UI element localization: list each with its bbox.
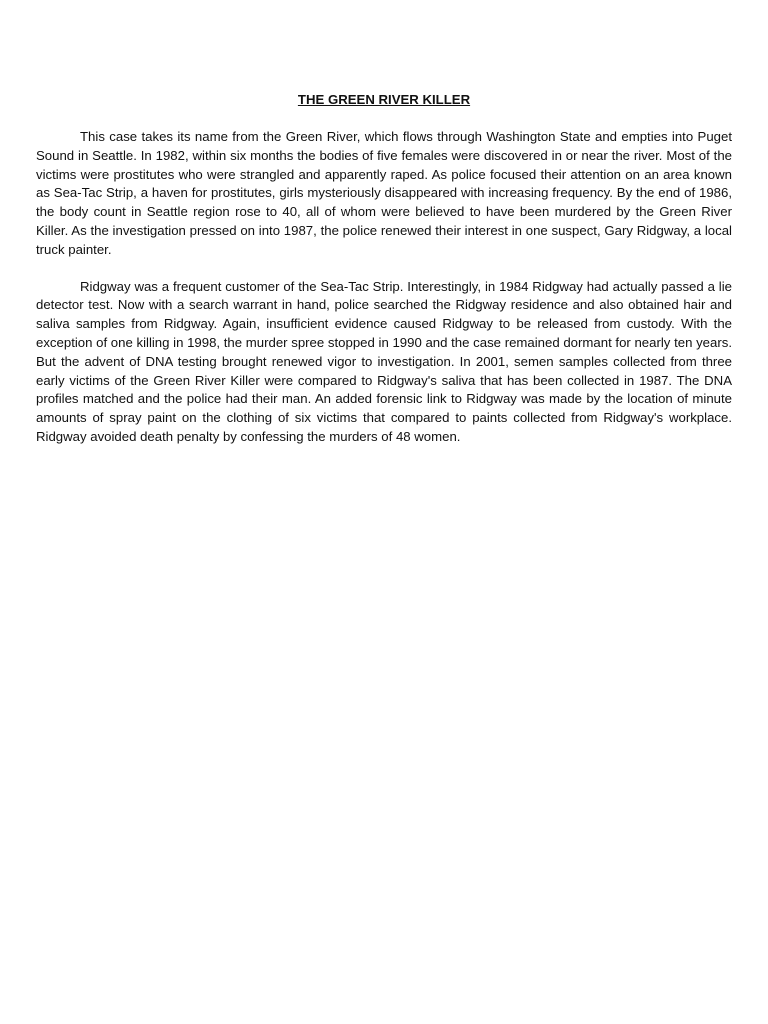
paragraph-1: This case takes its name from the Green River, which flows through Washington State and empties into Puget Sound in Seattle. In 1982, within six months the bodies of five females were discovered in or near the river. Most of the victims were prostitutes who were strangled and apparently raped. As police focused their attention on an area known as Sea-Tac Strip, a haven for prostitutes, girls mysteriously disappeared with increasing frequency. By the end of 1986, the body count in Seattle region rose to 40, all of whom were believed to have been murdered by the Green River Killer. As the investigation pressed on into 1987, the police renewed their interest in one suspect, Gary Ridgway, a local truck painter. xyxy=(36,129,732,257)
paragraph-2: Ridgway was a frequent customer of the Sea-Tac Strip. Interestingly, in 1984 Ridgway had actually passed a lie detector test. Now with a search warrant in hand, police searched the Ridgway residence and also obtained hair and saliva samples from Ridgway. Again, insufficient evidence caused Ridgway to be released from custody. With the exception of one killing in 1998, the murder spree stopped in 1990 and the case remained dormant for nearly ten years. But the advent of DNA testing brought renewed vigor to investigation. In 2001, semen samples collected from three early victims of the Green River Killer were compared to Ridgway's saliva that has been collected in 1987. The DNA profiles matched and the police had their man. An added forensic link to Ridgway was made by the location of minute amounts of spray paint on the clothing of six victims that compared to paints collected from Ridgway's workplace. Ridgway avoided death penalty by confessing the murders of 48 women. xyxy=(36,278,732,444)
document-page xyxy=(36,90,732,447)
document-title: THE GREEN RIVER KILLER xyxy=(297,92,471,107)
